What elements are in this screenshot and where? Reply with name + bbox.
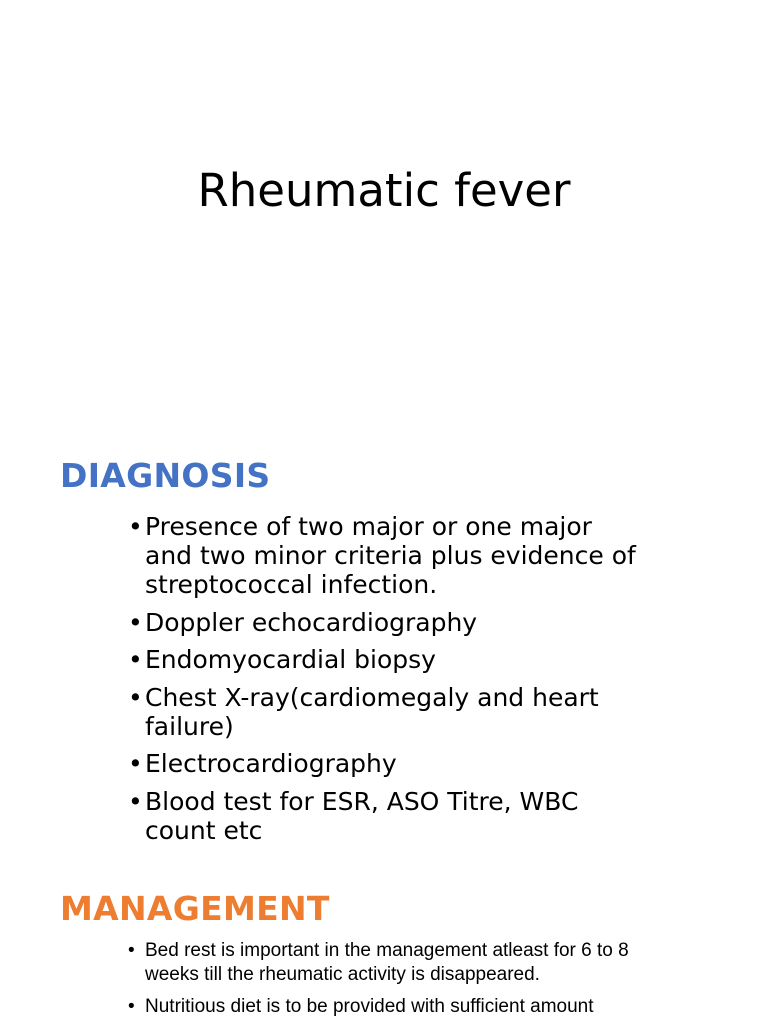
list-item-text: Chest X-ray(cardiomegaly and heart failure) [145, 682, 599, 741]
bullet-icon: • [128, 682, 143, 712]
list-item-text: Nutritious diet is to be provided with sufficient amount [145, 996, 594, 1017]
list-item [128, 512, 638, 599]
management-list [128, 939, 658, 1027]
diagnosis-list [128, 512, 638, 853]
bullet-icon: • [128, 645, 143, 674]
diagnosis-heading: DIAGNOSIS [60, 456, 271, 495]
bullet-icon: • [128, 786, 143, 816]
bullet-icon: • [128, 940, 135, 961]
list-item-text: Blood test for ESR, ASO Titre, WBC count etc [145, 786, 579, 845]
list-item-text: Bed rest is important in the management atleast for 6 to 8 weeks till the rheumatic activity is disappeared. [145, 940, 629, 985]
list-item-text: Presence of two major or one major and two minor criteria plus evidence of streptococcal infection. [145, 512, 636, 599]
list-item [128, 749, 638, 778]
slide-title: Rheumatic fever [197, 164, 571, 217]
list-item [128, 608, 638, 637]
list-item-text: Electrocardiography [145, 749, 397, 778]
bullet-icon: • [128, 996, 135, 1017]
management-heading: MANAGEMENT [60, 889, 330, 928]
list-item [128, 939, 658, 987]
list-item [128, 995, 658, 1019]
list-item [128, 645, 638, 674]
bullet-icon: • [128, 749, 143, 778]
list-item [128, 683, 638, 741]
list-item-text: Doppler echocardiography [145, 607, 478, 637]
bullet-icon: • [128, 607, 143, 637]
bullet-icon: • [128, 512, 143, 541]
list-item-text: Endomyocardial biopsy [145, 645, 436, 674]
list-item [128, 787, 638, 845]
